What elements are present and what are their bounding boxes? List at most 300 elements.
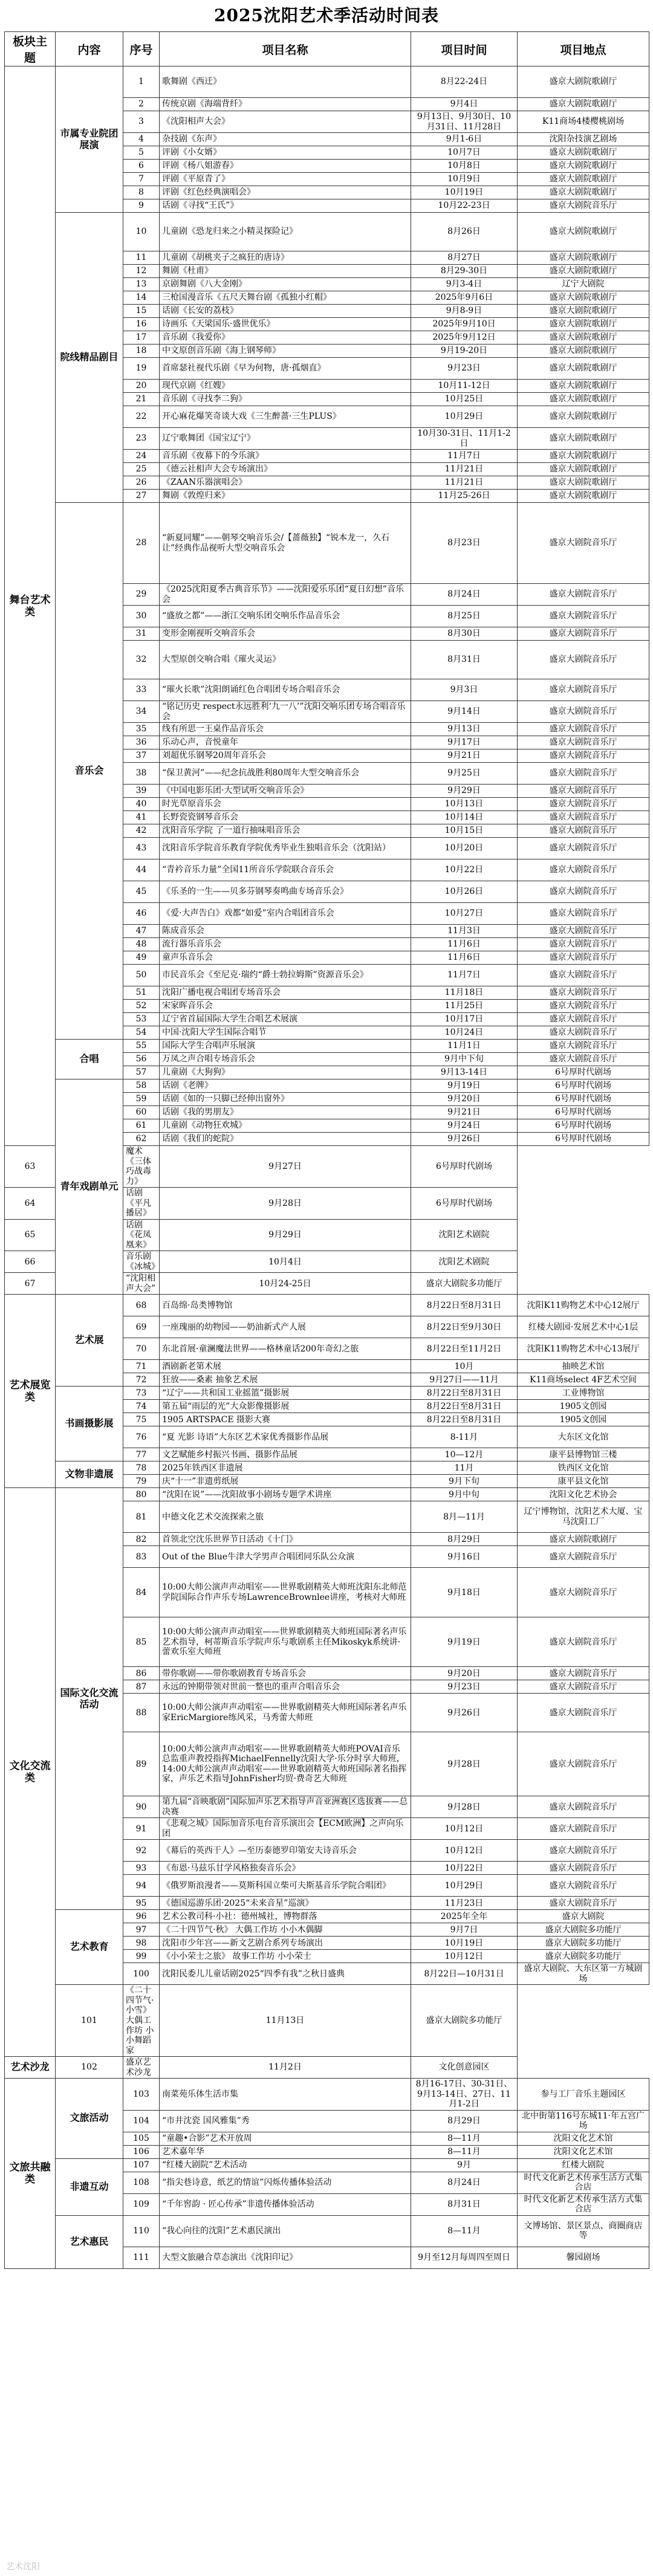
number-cell: 43 bbox=[123, 838, 160, 859]
project-time-cell: 9月29日 bbox=[160, 1219, 411, 1251]
number-cell: 80 bbox=[123, 1488, 160, 1501]
project-location-cell: 盛京大剧院音乐厅 bbox=[518, 679, 649, 701]
project-name-cell: 酒剧新老第术展 bbox=[160, 1360, 411, 1373]
category-cell: 文化交流类 bbox=[5, 1488, 56, 2057]
project-location-cell: 盛京大剧院歌剧厅 bbox=[518, 213, 649, 251]
number-cell: 58 bbox=[123, 1079, 160, 1093]
number-cell: 62 bbox=[123, 1133, 160, 1146]
project-time-cell: 9月28日 bbox=[411, 1732, 518, 1796]
number-cell: 97 bbox=[123, 1923, 160, 1937]
project-location-cell: 盛京大剧院音乐厅 bbox=[518, 965, 649, 986]
project-location-cell: 盛京大剧院音乐厅 bbox=[518, 763, 649, 785]
number-cell: 79 bbox=[123, 1475, 160, 1488]
table-row bbox=[5, 1488, 649, 1501]
number-cell: 54 bbox=[123, 1026, 160, 1040]
project-location-cell: 盛京大剧院音乐厅 bbox=[518, 1568, 649, 1617]
number-cell: 5 bbox=[123, 146, 160, 160]
project-name-cell: 百岛绵·岛类博物馆 bbox=[160, 1295, 411, 1316]
number-cell: 96 bbox=[123, 1910, 160, 1923]
project-time-cell: 8月—11月 bbox=[411, 1501, 518, 1533]
table-row bbox=[5, 1295, 649, 1316]
project-location-cell: 盛京大剧院音乐厅 bbox=[518, 838, 649, 859]
content-group-cell: 艺术沙龙 bbox=[5, 2057, 56, 2079]
number-cell: 27 bbox=[123, 490, 160, 503]
number-cell: 105 bbox=[123, 2132, 160, 2145]
project-time-cell: 10月26日 bbox=[411, 881, 518, 903]
project-name-cell: 宋家晖音乐会 bbox=[160, 1000, 411, 1013]
project-time-cell: 10—12月 bbox=[411, 1448, 518, 1461]
category-cell: 文旅共融类 bbox=[5, 2079, 56, 2269]
project-time-cell: 8—11月 bbox=[411, 2215, 518, 2247]
project-location-cell: K11商场4楼樱桃剧场 bbox=[518, 111, 649, 133]
project-name-cell: 沈阳音乐学院 了一道行抽味唱音乐会 bbox=[160, 824, 411, 838]
project-location-cell: 沈阳文化艺术馆 bbox=[518, 2145, 649, 2158]
category-cell: 舞台艺术类 bbox=[5, 66, 56, 1146]
number-cell: 86 bbox=[123, 1667, 160, 1680]
number-cell: 47 bbox=[123, 925, 160, 938]
project-time-cell: 9月17日 bbox=[411, 736, 518, 749]
project-name-cell: 舞剧《敦煌归来》 bbox=[160, 490, 411, 503]
project-location-cell: 盛京大剧院歌剧厅 bbox=[518, 380, 649, 393]
project-name-cell: 艺术公教司科·小社：德州城社，博物群落 bbox=[160, 1910, 411, 1923]
project-time-cell: 11月23日 bbox=[411, 1897, 518, 1910]
project-location-cell: 盛京大剧院歌剧厅 bbox=[518, 428, 649, 450]
project-location-cell: 盛京大剧院多功能厅 bbox=[518, 1937, 649, 1950]
project-location-cell: 辽宁大剧院 bbox=[518, 278, 649, 291]
number-cell: 6 bbox=[123, 160, 160, 173]
project-time-cell: 9月13日 bbox=[411, 723, 518, 736]
number-cell: 34 bbox=[123, 701, 160, 723]
project-location-cell: 工业博物馆 bbox=[518, 1387, 649, 1400]
project-time-cell: 10月 bbox=[411, 1360, 518, 1373]
number-cell: 77 bbox=[123, 1448, 160, 1461]
content-group-cell: 院线精品剧目 bbox=[56, 213, 123, 503]
project-time-cell: 8月22日至8月31日 bbox=[411, 1295, 518, 1316]
project-location-cell: 盛京大剧院音乐厅 bbox=[518, 701, 649, 723]
project-name-cell: 辽宁歌舞团《国宝辽宁》 bbox=[160, 428, 411, 450]
project-location-cell: 盛京大剧院音乐厅 bbox=[518, 1862, 649, 1875]
project-time-cell: 10月19日 bbox=[411, 1937, 518, 1950]
project-location-cell: 沈阳艺术剧院 bbox=[411, 1251, 518, 1273]
number-cell: 3 bbox=[123, 111, 160, 133]
project-name-cell: “盛放之都”——浙江交响乐团交响乐作品音乐会 bbox=[160, 606, 411, 627]
number-cell: 82 bbox=[123, 1533, 160, 1546]
project-time-cell: 9月20日 bbox=[411, 1093, 518, 1106]
project-name-cell: 歌舞剧《西迁》 bbox=[160, 66, 411, 98]
number-cell: 15 bbox=[123, 305, 160, 318]
project-time-cell: 2025年9月12日 bbox=[411, 331, 518, 345]
project-location-cell: 盛京大剧院歌剧厅 bbox=[518, 476, 649, 490]
project-time-cell: 8月16-17日、30-31日、9月13-14日、27日、11月1-2日 bbox=[411, 2079, 518, 2111]
number-cell: 38 bbox=[123, 763, 160, 785]
project-time-cell: 10月24-25日 bbox=[160, 1273, 411, 1295]
project-location-cell: 抽映艺术馆 bbox=[518, 1360, 649, 1373]
project-time-cell: 11月 bbox=[411, 1461, 518, 1475]
project-time-cell: 8-11月 bbox=[411, 1426, 518, 1448]
project-name-cell: 中国·沈阳大学生国际合唱节 bbox=[160, 1026, 411, 1040]
project-location-cell: 盛京大剧院歌剧厅 bbox=[518, 358, 649, 380]
project-location-cell: 大东区文化馆 bbox=[518, 1426, 649, 1448]
project-name-cell: 《2025沈阳夏季古典音乐节》——沈阳爱乐乐团“夏日幻想”音乐会 bbox=[160, 584, 411, 606]
project-name-cell: 南菜苑乐体生活市集 bbox=[160, 2079, 411, 2111]
project-location-cell: 盛京大剧院音乐厅 bbox=[518, 1000, 649, 1013]
number-cell: 100 bbox=[123, 1963, 160, 1985]
project-name-cell: 沈阳音乐学院音乐教育学院优秀毕业生独唱音乐会（沈阳站） bbox=[160, 838, 411, 859]
project-name-cell: 话剧《寻找“王氏”》 bbox=[160, 199, 411, 213]
project-name-cell: 话剧《平凡播居》 bbox=[123, 1188, 160, 1220]
project-time-cell: 9月 bbox=[411, 2158, 518, 2172]
project-location-cell: 盛京大剧院音乐厅 bbox=[518, 641, 649, 679]
number-cell: 46 bbox=[123, 903, 160, 925]
project-name-cell: 艺术嘉年华 bbox=[160, 2145, 411, 2158]
project-name-cell: 话剧《花凤凰来》 bbox=[123, 1219, 160, 1251]
number-cell: 41 bbox=[123, 811, 160, 824]
number-cell: 39 bbox=[123, 785, 160, 798]
project-location-cell: 盛京大剧院 bbox=[518, 1910, 649, 1923]
number-cell: 84 bbox=[123, 1568, 160, 1617]
project-name-cell: 《德云社相声大会专场演出》 bbox=[160, 463, 411, 476]
number-cell: 20 bbox=[123, 380, 160, 393]
project-location-cell: 时代文化新艺术传承生活方式集合店 bbox=[518, 2172, 649, 2193]
content-group-cell: 音乐会 bbox=[56, 503, 123, 1040]
number-cell: 57 bbox=[123, 1066, 160, 1079]
project-name-cell: 长野瓷瓷钢琴音乐会 bbox=[160, 811, 411, 824]
project-name-cell: 变形金刚视听交响音乐会 bbox=[160, 627, 411, 641]
project-location-cell: 红楼大剧院 bbox=[518, 2158, 649, 2172]
project-time-cell: 10月12日 bbox=[411, 1950, 518, 1963]
project-time-cell: 10月20日 bbox=[411, 838, 518, 859]
project-time-cell: 8月30日 bbox=[411, 627, 518, 641]
project-location-cell: 盛京大剧院音乐厅 bbox=[518, 723, 649, 736]
project-name-cell: 三枪国漫音乐《五尺天舞台剧《孤独小红帽》 bbox=[160, 291, 411, 305]
project-name-cell: “市井沈瓷 国风雅集”秀 bbox=[160, 2110, 411, 2132]
project-time-cell: 11月6日 bbox=[411, 938, 518, 951]
project-name-cell: 儿童剧《大狗狗》 bbox=[160, 1066, 411, 1079]
project-time-cell: 11月21日 bbox=[411, 476, 518, 490]
project-time-cell: 9月21日 bbox=[411, 1106, 518, 1119]
number-cell: 60 bbox=[123, 1106, 160, 1119]
project-name-cell: 评剧《小女婿》 bbox=[160, 146, 411, 160]
project-time-cell: 8—11月 bbox=[411, 2145, 518, 2158]
number-cell: 36 bbox=[123, 736, 160, 749]
table-row bbox=[5, 2215, 649, 2247]
project-name-cell: 传统京剧《海端背纤》 bbox=[160, 98, 411, 111]
project-name-cell: 10:00大师公演声声动唱室——世界歌剧精英大师班国际著名声乐艺术指导，柯蒂斯音乐学院声乐与歌剧系主任Mikoskyk系统讲·蕾欢乐室大师班 bbox=[160, 1617, 411, 1667]
project-name-cell: “沈阳相声大会” bbox=[123, 1273, 160, 1295]
number-cell: 88 bbox=[123, 1694, 160, 1732]
project-time-cell: 10月25日 bbox=[411, 393, 518, 406]
project-time-cell: 9月26日 bbox=[411, 1694, 518, 1732]
project-location-cell: 盛京大剧院音乐厅 bbox=[518, 1840, 649, 1862]
project-name-cell: 《中国电影乐团·大型试听交响音乐会》 bbox=[160, 785, 411, 798]
content-group-cell: 艺术惠民 bbox=[56, 2215, 123, 2268]
project-time-cell: 10月27日 bbox=[411, 903, 518, 925]
project-location-cell: 盛京大剧院歌剧厅 bbox=[518, 160, 649, 173]
project-location-cell: 文博场馆、景区景点、商圈商店等 bbox=[518, 2215, 649, 2247]
project-time-cell: 10月22-23日 bbox=[411, 199, 518, 213]
number-cell: 74 bbox=[123, 1400, 160, 1413]
number-cell: 94 bbox=[123, 1875, 160, 1897]
project-time-cell: 10月29日 bbox=[411, 406, 518, 428]
project-name-cell: 《乐圣的一生——贝多芬钢琴奏鸣曲专场音乐会》 bbox=[160, 881, 411, 903]
project-time-cell: 8月22日—10月31日 bbox=[411, 1963, 518, 1985]
project-name-cell: Out of the Blue牛津大学男声合唱团同乐队公众演 bbox=[160, 1546, 411, 1568]
project-time-cell: 8月22-24日 bbox=[411, 66, 518, 98]
number-cell: 66 bbox=[5, 1251, 56, 1273]
project-name-cell: 《小小荣士之旅》 故事工作坊 小小荣士 bbox=[160, 1950, 411, 1963]
table-body bbox=[5, 66, 649, 2269]
number-cell: 109 bbox=[123, 2193, 160, 2215]
project-location-cell: 盛京大剧院歌剧厅 bbox=[518, 318, 649, 331]
project-name-cell: 《布恩·马兹乐甘学风格独奏音乐会》 bbox=[160, 1862, 411, 1875]
project-time-cell: 10月13日 bbox=[411, 798, 518, 811]
project-name-cell: 舞剧《杜甫》 bbox=[160, 265, 411, 278]
project-name-cell: 现代京剧《红嫂》 bbox=[160, 380, 411, 393]
number-cell: 101 bbox=[56, 1985, 123, 2057]
project-name-cell: 刘超优乐钢琴20周年音乐会 bbox=[160, 749, 411, 763]
number-cell: 50 bbox=[123, 965, 160, 986]
project-time-cell: 10月22日 bbox=[411, 1862, 518, 1875]
number-cell: 45 bbox=[123, 881, 160, 903]
project-time-cell: 10月11-12日 bbox=[411, 380, 518, 393]
project-name-cell: 万凤之声合唱专场音乐会 bbox=[160, 1053, 411, 1066]
project-location-cell: 盛京大剧院音乐厅 bbox=[518, 749, 649, 763]
header-project-location: 项目地点 bbox=[518, 32, 649, 66]
page-title: 2025沈阳艺术季活动时间表 bbox=[214, 5, 439, 25]
project-name-cell: 10:00大师公演声声动唱室——世界歌剧精英大师班POVAI音乐总监重声教授指挥MichaelFennelly沈阳大学·乐分时享大师班，14:00大师公演声声动唱室——世界歌剧精英大师班国际著名指挥家，声乐艺术指导JohnFisher均贸·费奇艺大师班 bbox=[160, 1732, 411, 1796]
number-cell: 48 bbox=[123, 938, 160, 951]
project-location-cell: 盛京大剧院歌剧厅 bbox=[518, 463, 649, 476]
project-name-cell: 《二十四节气·小雪》 大偶工作坊 小小舞蹈家 bbox=[123, 1985, 160, 2057]
table-row bbox=[5, 1461, 649, 1475]
project-name-cell: 《二十四节气·秋》 大偶工作坊 小小木偶脚 bbox=[160, 1923, 411, 1937]
project-time-cell: 8月24日 bbox=[411, 2172, 518, 2193]
project-location-cell: 盛京大剧院音乐厅 bbox=[518, 503, 649, 584]
project-location-cell: 盛京大剧院歌剧厅 bbox=[518, 146, 649, 160]
project-name-cell: 2025年铁西区非遗展 bbox=[160, 1461, 411, 1475]
number-cell: 40 bbox=[123, 798, 160, 811]
project-time-cell: 10月4日 bbox=[160, 1251, 411, 1273]
project-location-cell: 盛京大剧院音乐厅 bbox=[518, 1818, 649, 1840]
project-name-cell: 音乐剧《夜幕下的今乐演》 bbox=[160, 450, 411, 463]
number-cell: 78 bbox=[123, 1461, 160, 1475]
project-name-cell: “千年窖韵 · 匠心传承”非遗传播体验活动 bbox=[160, 2193, 411, 2215]
project-location-cell: 盛京大剧院歌剧厅 bbox=[518, 393, 649, 406]
project-name-cell: 庆“十一”非遗剪纸展 bbox=[160, 1475, 411, 1488]
project-location-cell: 盛京大剧院音乐厅 bbox=[518, 1897, 649, 1910]
project-time-cell: 9月23日 bbox=[411, 358, 518, 380]
number-cell: 75 bbox=[123, 1413, 160, 1426]
project-location-cell: 6号厚时代剧场 bbox=[411, 1188, 518, 1220]
project-name-cell: 话剧《长安的荔枝》 bbox=[160, 305, 411, 318]
project-time-cell: 9月14日 bbox=[411, 701, 518, 723]
project-name-cell: 沈阳市少年宫——新文艺剧合系列专场演出 bbox=[160, 1937, 411, 1950]
project-location-cell: 盛京大剧院歌剧厅 bbox=[518, 1533, 649, 1546]
project-location-cell: 盛京大剧院音乐厅 bbox=[518, 986, 649, 1000]
number-cell: 22 bbox=[123, 406, 160, 428]
project-time-cell: 11月3日 bbox=[411, 925, 518, 938]
project-location-cell: 盛京大剧院歌剧厅 bbox=[518, 331, 649, 345]
project-time-cell: 8月27日 bbox=[411, 251, 518, 265]
project-time-cell: 10月12日 bbox=[411, 1818, 518, 1840]
project-location-cell: 馨园剧场 bbox=[518, 2247, 649, 2268]
project-location-cell: 盛京大剧院音乐厅 bbox=[518, 798, 649, 811]
project-location-cell: 盛京大剧院歌剧厅 bbox=[518, 345, 649, 358]
table-row bbox=[5, 1040, 649, 1053]
project-location-cell: 康平县文化馆 bbox=[518, 1475, 649, 1488]
project-name-cell: 《ZAAN乐器演唱会》 bbox=[160, 476, 411, 490]
project-location-cell: 沈阳K11购物艺术中心13展厅 bbox=[518, 1338, 649, 1360]
project-name-cell: 10:00大师公演声声动唱室——世界歌剧精英大师班国际著名声乐家EricMargiore练风采，马秀蕾大师班 bbox=[160, 1694, 411, 1732]
number-cell: 87 bbox=[123, 1680, 160, 1694]
project-location-cell: 盛京大剧院歌剧厅 bbox=[518, 305, 649, 318]
project-time-cell: 9月21日 bbox=[411, 749, 518, 763]
number-cell: 107 bbox=[123, 2158, 160, 2172]
project-name-cell: 线有所思一王桌作品音乐会 bbox=[160, 723, 411, 736]
project-time-cell: 9月13日、9月30日、10月31日、11月28日 bbox=[411, 111, 518, 133]
table-row bbox=[5, 1910, 649, 1923]
project-name-cell: 带你歌剧——带你歌剧教育专场音乐会 bbox=[160, 1667, 411, 1680]
project-time-cell: 10月24日 bbox=[411, 1026, 518, 1040]
project-location-cell: 盛京大剧院音乐厅 bbox=[518, 1875, 649, 1897]
number-cell: 8 bbox=[123, 186, 160, 199]
project-time-cell: 8月22日至8月31日 bbox=[411, 1387, 518, 1400]
project-location-cell: 盛京大剧院音乐厅 bbox=[518, 584, 649, 606]
project-name-cell: 话剧《老牌》 bbox=[160, 1079, 411, 1093]
number-cell: 63 bbox=[5, 1146, 56, 1188]
table-row bbox=[5, 1985, 649, 2057]
project-time-cell: 9月7日 bbox=[411, 1923, 518, 1937]
project-name-cell: 童声乐音乐会 bbox=[160, 951, 411, 965]
project-location-cell: 盛京大剧院音乐厅 bbox=[518, 1680, 649, 1694]
number-cell: 67 bbox=[5, 1273, 56, 1295]
project-name-cell: 首领北空沈乐世界节日活动《十门》 bbox=[160, 1533, 411, 1546]
project-location-cell: 盛京大剧院歌剧厅 bbox=[518, 450, 649, 463]
header-project-name: 项目名称 bbox=[160, 32, 411, 66]
project-name-cell: “辽宁——共和国工业摇篮”摄影展 bbox=[160, 1387, 411, 1400]
project-location-cell: 盛京大剧院歌剧厅 bbox=[518, 98, 649, 111]
table-row bbox=[5, 1387, 649, 1400]
header-number: 序号 bbox=[123, 32, 160, 66]
number-cell: 23 bbox=[123, 428, 160, 450]
project-location-cell: 辽宁博物馆，沈阳艺术大厦、宝马沈阳工厂 bbox=[518, 1501, 649, 1533]
project-time-cell: 9月19日 bbox=[411, 1617, 518, 1667]
project-time-cell: 9月3日 bbox=[411, 679, 518, 701]
number-cell: 7 bbox=[123, 173, 160, 186]
project-name-cell: “红楼大剧院”艺术活动 bbox=[160, 2158, 411, 2172]
number-cell: 26 bbox=[123, 476, 160, 490]
project-location-cell: 盛京大剧院音乐厅 bbox=[518, 1013, 649, 1026]
project-location-cell: 盛京大剧院音乐厅 bbox=[518, 606, 649, 627]
project-name-cell: 第五届“雨层的光”大众影像摄影展 bbox=[160, 1400, 411, 1413]
project-name-cell: 狂放——桑素 抽象艺术展 bbox=[160, 1373, 411, 1387]
project-name-cell: 话剧《我们的蛇院》 bbox=[160, 1133, 411, 1146]
project-location-cell: 盛京大剧院音乐厅 bbox=[518, 736, 649, 749]
project-name-cell: “铭记历史 respect永远胜利‘九一八’”沈阳交响乐团专场合唱音乐会 bbox=[160, 701, 411, 723]
number-cell: 11 bbox=[123, 251, 160, 265]
project-location-cell: K11商场select 4F艺术空间 bbox=[518, 1373, 649, 1387]
project-location-cell: 盛京大剧院、大东区第一方城剧场 bbox=[518, 1963, 649, 1985]
project-time-cell: 10月30-31日、11月1-2日 bbox=[411, 428, 518, 450]
project-location-cell: 盛京大剧院歌剧厅 bbox=[518, 265, 649, 278]
project-name-cell: 音乐剧《冰城》 bbox=[123, 1251, 160, 1273]
project-name-cell: 第九届“音映歌剧”国际加声乐艺术指导声音亚洲赛区选拔赛——总决赛 bbox=[160, 1796, 411, 1818]
number-cell: 93 bbox=[123, 1862, 160, 1875]
number-cell: 42 bbox=[123, 824, 160, 838]
number-cell: 30 bbox=[123, 606, 160, 627]
number-cell: 16 bbox=[123, 318, 160, 331]
project-name-cell: 首席瑟社视代乐剧《早为何物，唐·孤烟直》 bbox=[160, 358, 411, 380]
project-location-cell: 6号厚时代剧场 bbox=[518, 1093, 649, 1106]
number-cell: 92 bbox=[123, 1840, 160, 1862]
project-time-cell: 9月29日 bbox=[411, 785, 518, 798]
number-cell: 24 bbox=[123, 450, 160, 463]
project-time-cell: 8月31日 bbox=[411, 2193, 518, 2215]
project-location-cell: 盛京大剧院音乐厅 bbox=[518, 938, 649, 951]
project-location-cell: 盛京大剧院多功能厅 bbox=[518, 1950, 649, 1963]
table-row bbox=[5, 2158, 649, 2172]
project-name-cell: 音乐剧《我爱你》 bbox=[160, 331, 411, 345]
number-cell: 76 bbox=[123, 1426, 160, 1448]
number-cell: 103 bbox=[123, 2079, 160, 2111]
project-name-cell: 10:00大师公演声声动唱室——世界歌剧精英大师班沈阳东北师范学院国际合作声乐专场LawrenceBrownlee讲座，考核对大师班 bbox=[160, 1568, 411, 1617]
number-cell: 55 bbox=[123, 1040, 160, 1053]
number-cell: 71 bbox=[123, 1360, 160, 1373]
project-name-cell: 中德文化艺术交流探索之旅 bbox=[160, 1501, 411, 1533]
project-name-cell: “沈阳在说”——沈阳故事小剧场专题学术讲座 bbox=[160, 1488, 411, 1501]
project-name-cell: 《悲观之城》国际加音乐电台音乐演出会【ECM欧洲】之声向乐团 bbox=[160, 1818, 411, 1840]
project-name-cell: 流行器乐音乐会 bbox=[160, 938, 411, 951]
project-name-cell: “夏 光影 诗语”大东区艺术家优秀摄影作品展 bbox=[160, 1426, 411, 1448]
number-cell: 99 bbox=[123, 1950, 160, 1963]
project-name-cell: 陈成音乐会 bbox=[160, 925, 411, 938]
project-time-cell: 11月2日 bbox=[160, 2057, 411, 2079]
project-location-cell: 盛京大剧院音乐厅 bbox=[518, 951, 649, 965]
project-location-cell: 盛京大剧院音乐厅 bbox=[518, 1040, 649, 1053]
project-time-cell: 8月22日至8月31日 bbox=[411, 1400, 518, 1413]
number-cell: 44 bbox=[123, 859, 160, 881]
project-name-cell: 沈阳广播电视合唱团专场音乐会 bbox=[160, 986, 411, 1000]
project-location-cell: 6号厚时代剧场 bbox=[411, 1146, 518, 1188]
content-group-cell: 文旅活动 bbox=[56, 2079, 123, 2159]
number-cell: 2 bbox=[123, 98, 160, 111]
project-name-cell: 京剧舞剧《八大金刚》 bbox=[160, 278, 411, 291]
project-name-cell: 大型文旅融合草态演出《沈阳印记》 bbox=[160, 2247, 411, 2268]
content-group-cell: 非遗互动 bbox=[56, 2158, 123, 2215]
number-cell: 81 bbox=[123, 1501, 160, 1533]
project-location-cell: 盛京大剧院音乐厅 bbox=[518, 881, 649, 903]
project-time-cell: 9月19-20日 bbox=[411, 345, 518, 358]
number-cell: 90 bbox=[123, 1796, 160, 1818]
project-time-cell: 9月8-9日 bbox=[411, 305, 518, 318]
project-location-cell: 盛京大剧院音乐厅 bbox=[518, 824, 649, 838]
number-cell: 73 bbox=[123, 1387, 160, 1400]
project-time-cell: 10月29日 bbox=[411, 1875, 518, 1897]
project-time-cell: 11月1日 bbox=[411, 1040, 518, 1053]
number-cell: 12 bbox=[123, 265, 160, 278]
number-cell: 89 bbox=[123, 1732, 160, 1796]
number-cell: 59 bbox=[123, 1093, 160, 1106]
project-time-cell: 9月27日 bbox=[160, 1146, 411, 1188]
watermark-logo: 艺术沈阳 bbox=[6, 2562, 40, 2572]
project-name-cell: 盛京艺术沙龙 bbox=[123, 2057, 160, 2079]
project-time-cell: 9月24日 bbox=[411, 1119, 518, 1133]
project-location-cell: 1905文创园 bbox=[518, 1400, 649, 1413]
number-cell: 52 bbox=[123, 1000, 160, 1013]
project-time-cell: 8月22日至8月31日 bbox=[411, 1413, 518, 1426]
project-time-cell: 9月19日 bbox=[411, 1079, 518, 1093]
project-location-cell: 盛京大剧院音乐厅 bbox=[518, 1546, 649, 1568]
